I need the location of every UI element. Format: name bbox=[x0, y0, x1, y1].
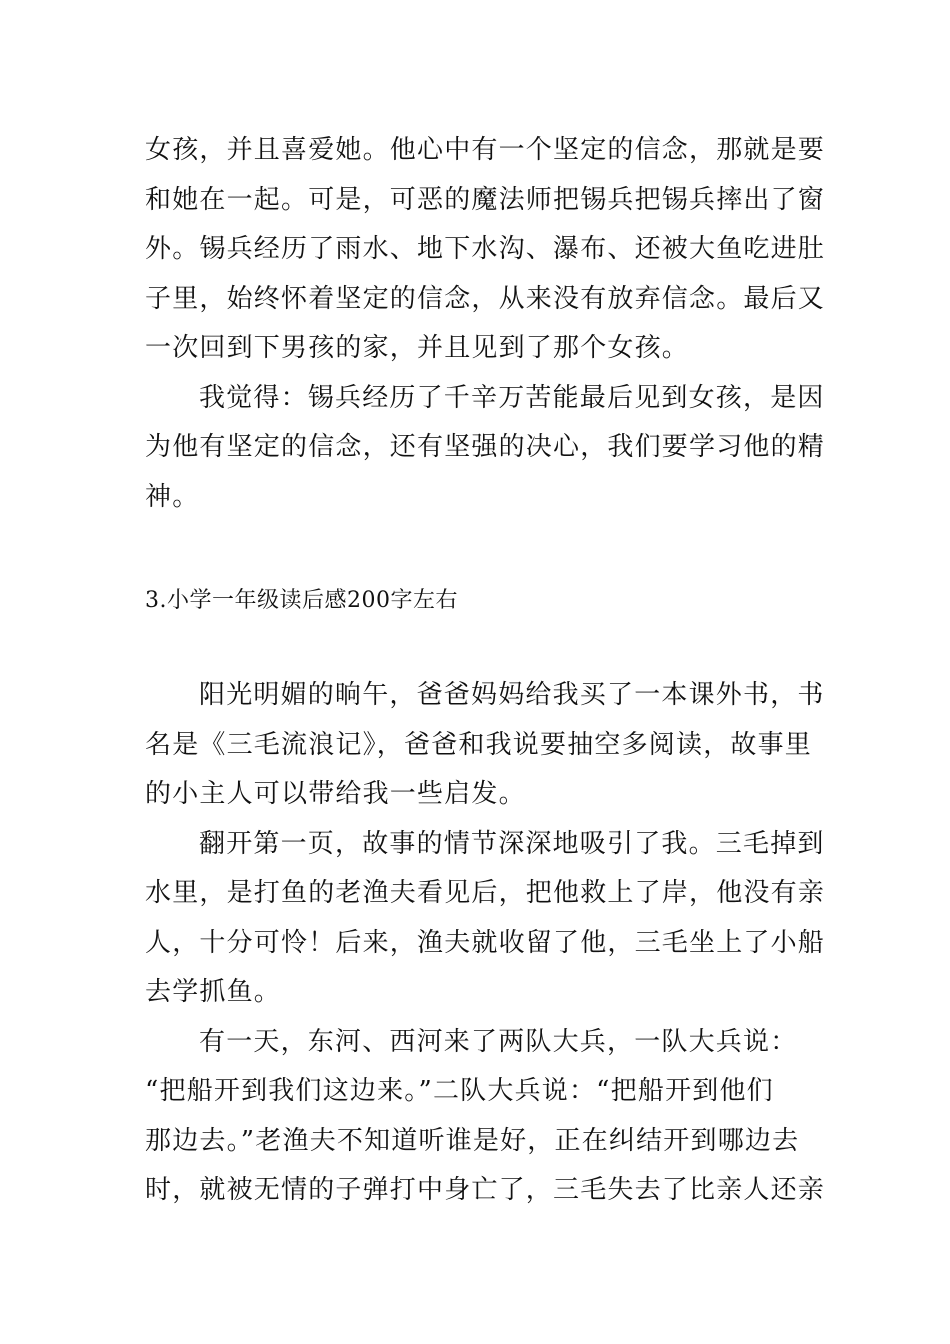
section-heading: 3.小学一年级读后感200字左右 bbox=[145, 588, 458, 613]
paragraph-line: 子里，始终怀着坚定的信念，从来没有放弃信念。最后又 bbox=[145, 283, 826, 314]
paragraph-line: 的小主人可以带给我一些启发。 bbox=[145, 779, 526, 809]
paragraph-line: 水里，是打鱼的老渔夫看见后，把他救上了岸，他没有亲 bbox=[145, 878, 826, 908]
paragraph-line: 时，就被无情的子弹打中身亡了，三毛失去了比亲人还亲 bbox=[145, 1175, 826, 1205]
section-1-text bbox=[145, 126, 826, 522]
paragraph-line: 我觉得：锡兵经历了千辛万苦能最后见到女孩，是因 bbox=[199, 382, 825, 413]
paragraph-line: “把船开到我们这边来。”二队大兵说：“把船开到他们 bbox=[145, 1076, 774, 1106]
paragraph-line: 人，十分可怜！后来，渔夫就收留了他，三毛坐上了小船 bbox=[145, 927, 826, 958]
paragraph-line: 有一天，东河、西河来了两队大兵，一队大兵说： bbox=[199, 1026, 798, 1057]
paragraph-line: 女孩，并且喜爱她。他心中有一个坚定的信念，那就是要 bbox=[145, 135, 826, 165]
paragraph-line: 阳光明媚的晌午，爸爸妈妈给我买了一本课外书，书 bbox=[199, 680, 825, 710]
paragraph-line: 那边去。”老渔夫不知道听谁是好，正在纠结开到哪边去 bbox=[145, 1125, 800, 1156]
paragraph-line: 一次回到下男孩的家，并且见到了那个女孩。 bbox=[145, 333, 690, 363]
paragraph-line: 外。锡兵经历了雨水、地下水沟、瀑布、还被大鱼吃进肚 bbox=[145, 234, 826, 264]
paragraph-line: 神。 bbox=[145, 481, 200, 512]
paragraph-line: 和她在一起。可是，可恶的魔法师把锡兵把锡兵摔出了窗 bbox=[145, 184, 826, 215]
paragraph-line: 去学抓鱼。 bbox=[145, 977, 282, 1007]
paragraph-line: 名是《三毛流浪记》，爸爸和我说要抽空多阅读，故事里 bbox=[145, 729, 813, 760]
section-2-text bbox=[145, 671, 826, 1216]
paragraph-line: 为他有坚定的信念，还有坚强的决心，我们要学习他的精 bbox=[145, 432, 826, 462]
paragraph-line: 翻开第一页，故事的情节深深地吸引了我。三毛掉到 bbox=[199, 828, 825, 859]
